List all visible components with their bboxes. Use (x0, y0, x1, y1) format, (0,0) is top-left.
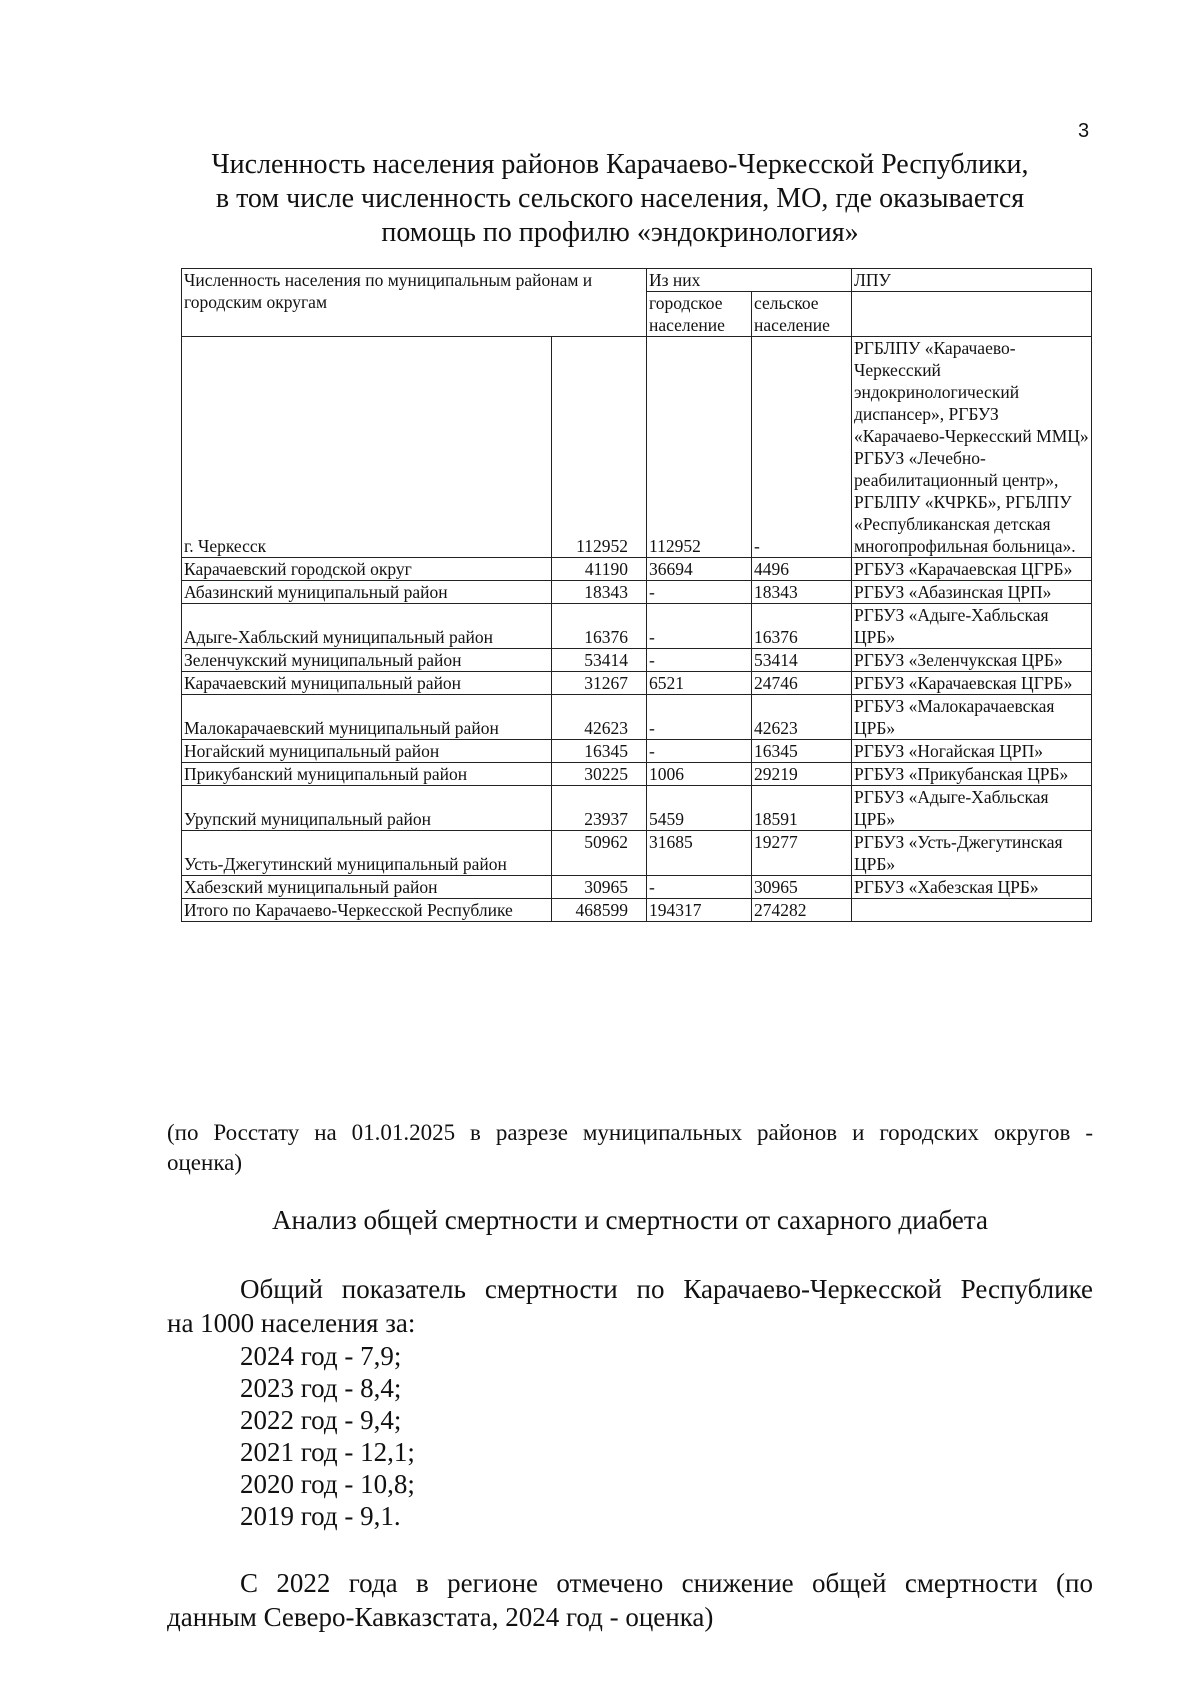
cell-lpu (852, 899, 1092, 922)
cell-total: 16345 (552, 740, 647, 763)
cell-rural: 18343 (752, 581, 852, 604)
table-row (182, 831, 1092, 876)
cell-lpu: РГБУЗ «Прикубанская ЦРБ» (852, 763, 1092, 786)
header-population: Численность населения по муниципальным районам и городским округам (182, 269, 647, 337)
table-row (182, 876, 1092, 899)
cell-urban: - (647, 740, 752, 763)
header-of-them: Из них (647, 269, 852, 292)
header-lpu: ЛПУ (852, 269, 1092, 292)
cell-name: г. Черкесск (182, 337, 552, 558)
cell-rural: 30965 (752, 876, 852, 899)
cell-rural: 53414 (752, 649, 852, 672)
page-number: 3 (1078, 120, 1090, 142)
table-row (182, 581, 1092, 604)
cell-name: Урупский муниципальный район (182, 786, 552, 831)
list-item: 2024 год - 7,9; (240, 1341, 402, 1371)
list-item: 2022 год - 9,4; (240, 1405, 402, 1435)
table-header-row (182, 269, 1092, 292)
paragraph-line: на 1000 населения за: (167, 1308, 416, 1338)
cell-urban: - (647, 876, 752, 899)
cell-urban: 36694 (647, 558, 752, 581)
cell-lpu: РГБУЗ «Хабезская ЦРБ» (852, 876, 1092, 899)
mortality-years-list (240, 1340, 415, 1532)
table-row (182, 695, 1092, 740)
title-line: в том числе численность сельского населения, МО, где оказывается (215, 183, 1025, 214)
list-item: 2021 год - 12,1; (240, 1437, 415, 1467)
cell-name: Карачаевский городской округ (182, 558, 552, 581)
cell-total: 53414 (552, 649, 647, 672)
title-line: помощь по профилю «эндокринология» (381, 217, 859, 248)
cell-name: Прикубанский муниципальный район (182, 763, 552, 786)
cell-lpu: РГБУЗ «Абазинская ЦРП» (852, 581, 1092, 604)
cell-name: Ногайский муниципальный район (182, 740, 552, 763)
cell-urban: 31685 (647, 831, 752, 876)
paragraph-mortality (167, 1272, 1093, 1340)
cell-name: Малокарачаевский муниципальный район (182, 695, 552, 740)
cell-rural: 4496 (752, 558, 852, 581)
page-title (160, 148, 1080, 250)
cell-lpu: РГБУЗ «Адыге-Хабльская ЦРБ» (852, 786, 1092, 831)
cell-total: 16376 (552, 604, 647, 649)
cell-lpu: РГБУЗ «Малокарачаевская ЦРБ» (852, 695, 1092, 740)
paragraph-decline (167, 1566, 1093, 1634)
cell-name: Карачаевский муниципальный район (182, 672, 552, 695)
paragraph-line: данным Северо-Кавказстата, 2024 год - оценка) (167, 1602, 714, 1632)
table-row (182, 786, 1092, 831)
cell-name: Итого по Карачаево-Черкесской Республике (182, 899, 552, 922)
cell-rural: 42623 (752, 695, 852, 740)
section-title: Анализ общей смертности и смертности от сахарного диабета (272, 1205, 988, 1235)
cell-lpu: РГБУЗ «Адыге-Хабльская ЦРБ» (852, 604, 1092, 649)
note-line: (по Росстату на 01.01.2025 в разрезе муниципальных районов и городских округов - (167, 1120, 1093, 1145)
cell-lpu: РГБУЗ «Усть-Джегутинская ЦРБ» (852, 831, 1092, 876)
paragraph-line: Общий показатель смертности по Карачаево-Черкесской Республике (240, 1274, 1093, 1304)
cell-rural: 24746 (752, 672, 852, 695)
cell-total: 30225 (552, 763, 647, 786)
cell-urban: 112952 (647, 337, 752, 558)
cell-rural: 16376 (752, 604, 852, 649)
cell-urban: - (647, 695, 752, 740)
cell-total: 31267 (552, 672, 647, 695)
cell-urban: - (647, 604, 752, 649)
cell-total: 23937 (552, 786, 647, 831)
cell-rural: 29219 (752, 763, 852, 786)
cell-total: 42623 (552, 695, 647, 740)
cell-lpu: РГБУЗ «Карачаевская ЦГРБ» (852, 558, 1092, 581)
cell-name: Усть-Джегутинский муниципальный район (182, 831, 552, 876)
cell-lpu: РГБУЗ «Ногайская ЦРП» (852, 740, 1092, 763)
title-line: Численность населения районов Карачаево-Черкесской Республики, (211, 149, 1029, 180)
cell-rural: 16345 (752, 740, 852, 763)
header-urban: городское население (647, 292, 752, 337)
cell-urban: - (647, 649, 752, 672)
cell-urban: - (647, 581, 752, 604)
cell-lpu: РГБЛПУ «Карачаево-Черкесский эндокринологический диспансер», РГБУЗ «Карачаево-Черкесский ММЦ» РГБУЗ «Лечебно-реабилитационный центр», РГБЛПУ «КЧРКБ», РГБЛПУ «Республиканская детская многопрофильная больница». (852, 337, 1092, 558)
cell-name: Хабезский муниципальный район (182, 876, 552, 899)
note-line: оценка) (167, 1150, 243, 1175)
table-row (182, 337, 1092, 558)
source-note (167, 1118, 1093, 1178)
cell-rural: 18591 (752, 786, 852, 831)
table-row (182, 558, 1092, 581)
table-row (182, 672, 1092, 695)
cell-total: 30965 (552, 876, 647, 899)
list-item: 2023 год - 8,4; (240, 1373, 402, 1403)
cell-name: Зеленчукский муниципальный район (182, 649, 552, 672)
cell-total: 41190 (552, 558, 647, 581)
cell-urban: 6521 (647, 672, 752, 695)
table-row (182, 899, 1092, 922)
header-rural: сельское население (752, 292, 852, 337)
table-row (182, 649, 1092, 672)
cell-rural: - (752, 337, 852, 558)
header-lpu-empty (852, 292, 1092, 337)
population-table (181, 268, 1092, 922)
table-row (182, 763, 1092, 786)
paragraph-line: С 2022 года в регионе отмечено снижение общей смертности (по (240, 1568, 1093, 1598)
table-row (182, 740, 1092, 763)
cell-total: 18343 (552, 581, 647, 604)
cell-urban: 1006 (647, 763, 752, 786)
cell-total: 50962 (552, 831, 647, 876)
cell-urban: 194317 (647, 899, 752, 922)
cell-rural: 19277 (752, 831, 852, 876)
cell-total: 112952 (552, 337, 647, 558)
cell-rural: 274282 (752, 899, 852, 922)
cell-lpu: РГБУЗ «Карачаевская ЦГРБ» (852, 672, 1092, 695)
cell-name: Адыге-Хабльский муниципальный район (182, 604, 552, 649)
cell-total: 468599 (552, 899, 647, 922)
cell-urban: 5459 (647, 786, 752, 831)
list-item: 2020 год - 10,8; (240, 1469, 415, 1499)
cell-name: Абазинский муниципальный район (182, 581, 552, 604)
cell-lpu: РГБУЗ «Зеленчукская ЦРБ» (852, 649, 1092, 672)
list-item: 2019 год - 9,1. (240, 1501, 401, 1531)
table-row (182, 604, 1092, 649)
